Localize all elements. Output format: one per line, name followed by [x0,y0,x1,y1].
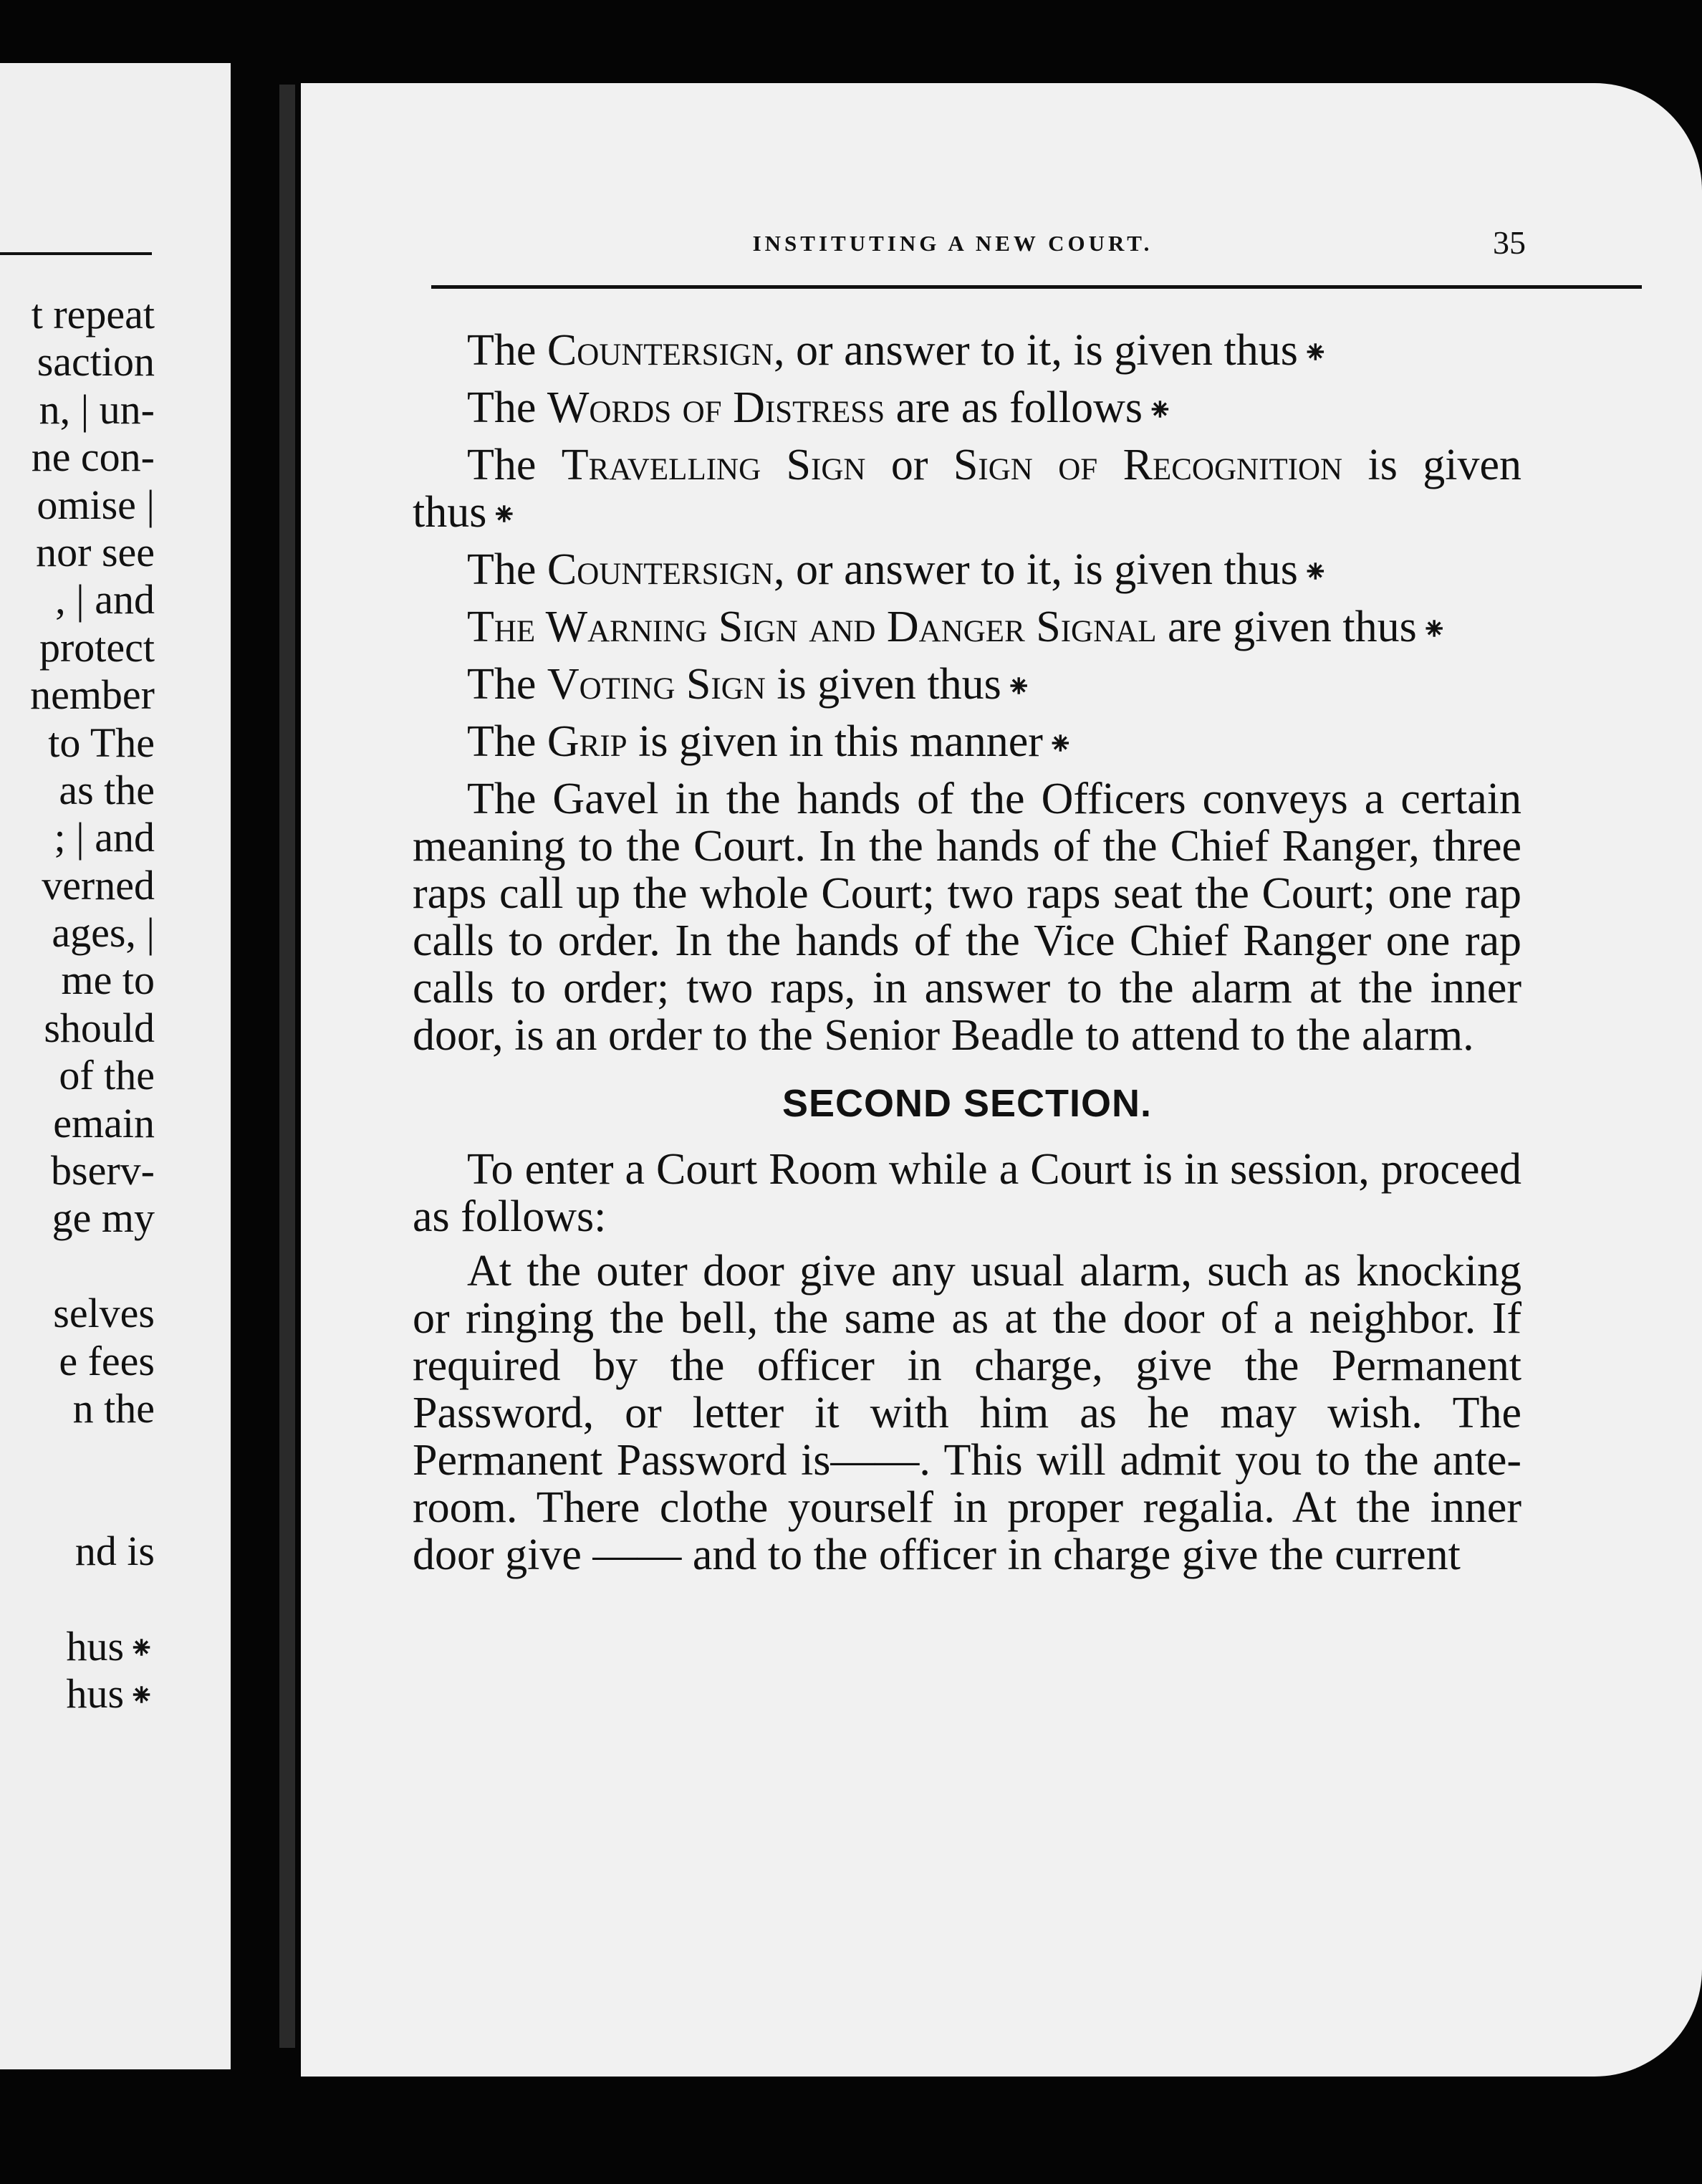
left-page-line: as the [59,766,155,813]
left-page-line: ; | and [54,814,155,861]
paragraph-warning-sign: The Warning Sign and Danger Signal are given thus ⁕ [467,603,1448,651]
asterism-icon: ⁕ [128,1630,155,1666]
paragraph-words-of-distress: The Words of Distress are as follows ⁕ [467,383,1173,432]
left-page-line: n the [72,1384,155,1432]
left-page-line: , | and [55,576,155,623]
left-page-line: omise | [37,481,155,528]
left-header-rule [0,252,152,255]
right-page [301,83,1702,2077]
section-heading: SECOND SECTION. [782,1082,1153,1125]
paragraph-countersign: The Countersign, or answer to it, is given thus ⁕ [467,326,1329,375]
left-page-line: t repeat [31,291,155,337]
asterism-icon: ⁕ [128,1678,155,1714]
asterism-icon: ⁕ [1005,669,1032,704]
left-facing-page [0,63,231,2069]
paragraph-gavel: The Gavel in the hands of the Officers conveys a certain meaning to the Court. In the hands of the Chief Ranger, three raps call up the whole Court; two raps seat the Court; one rap calls to order. In the hands of the Vice Chief Ranger one rap calls to order; two raps, in answer to the alarm at the inner door, is an order to the Senior Beadle to attend to the alarm. [413,775,1521,1060]
asterism-icon: ⁕ [1302,555,1329,590]
left-page-line: to The [48,719,155,766]
asterism-icon: ⁕ [1302,335,1329,370]
left-page-line: nor see [36,528,155,575]
left-page-line: of the [59,1052,155,1099]
left-page-line: hus ⁕ [66,1670,155,1718]
paragraph-grip: The Grip is given in this manner ⁕ [467,717,1074,766]
left-page-line: hus ⁕ [66,1622,155,1670]
left-page-line: emain [53,1099,155,1146]
left-page-line: e fees [59,1337,155,1384]
left-page-line [0,1576,155,1623]
asterism-icon: ⁕ [491,497,518,532]
book-spine [279,85,295,2048]
running-head: INSTITUTING A NEW COURT. [752,231,1153,256]
paragraph-outer-door: At the outer door give any usual alarm, such as knocking or ringing the bell, the same as at the door of a neighbor. If required by the officer in charge, give the Permanent Password, or letter it with him as he may wish. The Permanent Password is——. This will admit you to the ante-room. There clothe yourself in proper regalia. At the inner door give —— and to the officer in charge give the current [413,1247,1521,1579]
paragraph-countersign-repeat: The Countersign, or answer to it, is given thus ⁕ [467,545,1329,594]
left-page-line: ne con- [31,434,155,481]
paragraph-travelling-sign: The Travelling Sign or Sign of Recognition is given thus ⁕ [413,441,1521,537]
left-page-line: ge my [52,1194,155,1242]
left-page-line: verned [42,861,155,909]
asterism-icon: ⁕ [1420,612,1448,647]
left-page-line: nember [30,671,155,719]
left-page-line: me to [61,957,155,1004]
paragraph-voting-sign: The Voting Sign is given thus ⁕ [467,660,1032,709]
left-page-line: selves [53,1290,155,1337]
page-number: 35 [1493,224,1526,261]
left-page-line [0,1480,155,1528]
left-page-line: bserv- [51,1147,155,1194]
body-text [413,327,1521,1599]
left-page-line [0,1432,155,1480]
left-page-line: n, | un- [39,385,155,433]
left-page-line: nd is [74,1528,155,1575]
paragraph-enter-court: To enter a Court Room while a Court is in session, proceed as follows: [413,1145,1521,1241]
header-rule [431,285,1642,289]
left-page-line: should [44,1004,155,1051]
left-page-line: saction [37,338,155,385]
asterism-icon: ⁕ [1047,727,1074,762]
asterism-icon: ⁕ [1146,393,1173,428]
left-page-line [0,1242,155,1290]
left-page-line: ages, | [52,909,155,957]
left-page-line: protect [39,623,155,671]
left-page-text [0,291,155,1718]
